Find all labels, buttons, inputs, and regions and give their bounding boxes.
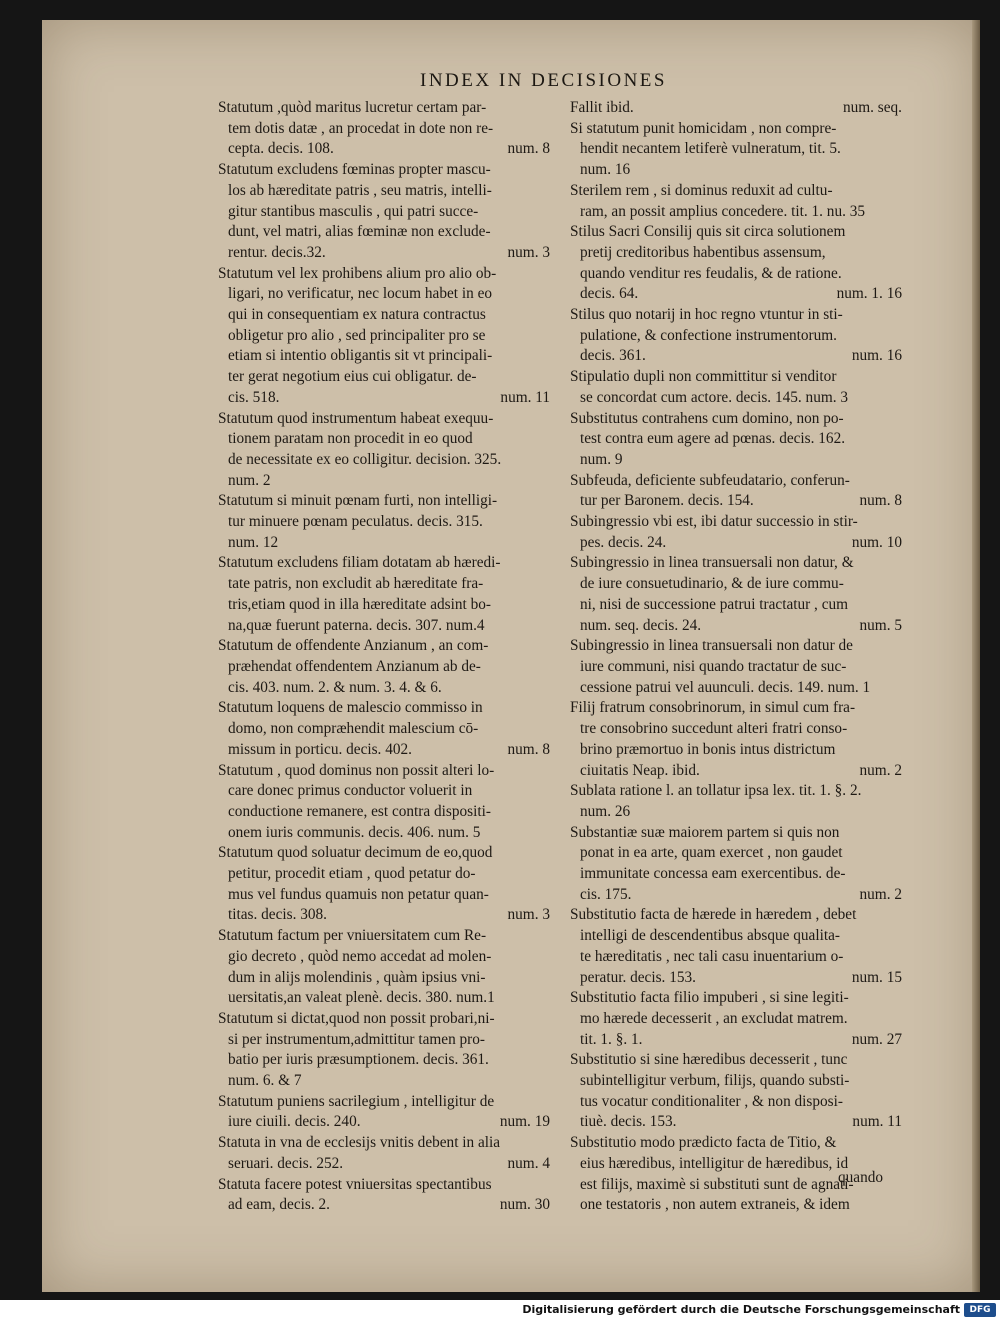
index-entry-line: ni, nisi de successione patrui tractatur , cum <box>580 595 849 613</box>
entry-text: decis. 361. <box>580 347 646 365</box>
entry-reference: num. 11 <box>500 388 550 406</box>
running-head: INDEX IN DECISIONES <box>420 70 667 91</box>
entry-text: cepta. decis. 108. <box>228 140 334 158</box>
index-entry-line: tate patris, non excludit ab hæreditate fra- <box>228 575 484 593</box>
index-entry-line: tur minuere pœnam peculatus. decis. 315. <box>228 513 483 531</box>
entry-text: peratur. decis. 153. <box>580 968 696 986</box>
index-entry-line: Statutum loquens de malescio commisso in <box>218 699 483 717</box>
index-entry-line: Statutum factum per vniuersitatem cum Re- <box>218 927 487 945</box>
index-entry-line: uersitatis,an valeat plenè. decis. 380. num.1 <box>228 989 495 1007</box>
index-column-right <box>570 98 902 1216</box>
index-entry-line: onem iuris communis. decis. 406. num. 5 <box>228 823 481 841</box>
entry-reference: num. 4 <box>507 1154 550 1172</box>
index-entry <box>570 698 902 781</box>
index-entry-line: quando venditur res feudalis, & de ratione. <box>580 264 842 282</box>
entry-reference: num. 8 <box>507 140 550 158</box>
index-entry-line: num. 6. & 7 <box>228 1072 302 1090</box>
index-entry-line: Statutum quod soluatur decimum de eo,quod <box>218 844 493 862</box>
entry-reference: num. 16 <box>851 347 902 365</box>
index-entry-line: Si statutum punit homicidam , non compre- <box>570 119 837 137</box>
index-entry <box>570 781 902 822</box>
footer-strip <box>0 1300 1000 1321</box>
index-entry-line: Substantiæ suæ maiorem partem si quis non <box>570 823 840 841</box>
entry-reference: num. 3 <box>507 906 550 924</box>
index-entry-line: tris,etiam quod in illa hæreditate adsint bo- <box>228 595 491 613</box>
index-entry-line: batio per iuris præsumptionem. decis. 361. <box>228 1051 489 1069</box>
index-entry-line <box>570 885 902 906</box>
index-entry-line: eius hæredibus, intelligitur de hæredibus, id <box>580 1154 849 1172</box>
index-entry-line: pretij creditoribus habentibus assensum, <box>580 243 826 261</box>
index-entry-line: mus vel fundus quamuis non petatur quan- <box>228 885 489 903</box>
index-entry-line: te hæreditatis , nec tali casu inuentarium o- <box>580 947 844 965</box>
index-entry-line: Statutum , quod dominus non possit alteri lo- <box>218 761 495 779</box>
index-entry <box>570 222 902 305</box>
index-entry-line: Statutum excludens filiam dotatam ab hæredi- <box>218 554 501 572</box>
index-entry-line: Statutum puniens sacrilegium , intelligitur de <box>218 1092 495 1110</box>
index-entry-line: Substitutio si sine hæredibus decesserit , tunc <box>570 1051 848 1069</box>
index-entry <box>218 1092 550 1133</box>
entry-text: decis. 64. <box>580 285 639 303</box>
index-entry-line: Subfeuda, deficiente subfeudatario, conferun- <box>570 471 850 489</box>
index-entry <box>218 160 550 264</box>
index-entry-line: dunt, vel matri, alias fœminæ non exclude- <box>228 223 491 241</box>
index-entry <box>218 491 550 553</box>
index-entry-line: præhendat offendentem Anzianum ab de- <box>228 657 481 675</box>
index-entry <box>570 119 902 181</box>
index-entry-line <box>218 1154 550 1175</box>
index-entry-line: Substitutio modo prædicto facta de Titio, & <box>570 1134 837 1152</box>
index-entry <box>570 305 902 367</box>
index-entry-line <box>218 905 550 926</box>
index-entry-line: hendit necantem letiferè vulneratum, tit. 5. <box>580 140 841 158</box>
dfg-logo: DFG <box>964 1303 996 1317</box>
index-entry-line: num. 26 <box>580 802 631 820</box>
index-entry-line: Sublata ratione l. an tollatur ipsa lex. tit. 1. §. 2. <box>570 782 862 800</box>
index-entry-line: Statutum excludens fœminas propter mascu- <box>218 161 491 179</box>
index-entry <box>218 553 550 636</box>
index-entry-line: obligetur pro alio , sed principaliter pro se <box>228 326 486 344</box>
index-entry-line: iure communi, nisi quando tractatur de suc- <box>580 657 847 675</box>
entry-text: missum in porticu. decis. 402. <box>228 740 412 758</box>
index-entry <box>570 471 902 512</box>
index-entry <box>570 181 902 222</box>
index-entry-line: ram, an possit amplius concedere. tit. 1. nu. 35 <box>580 202 866 220</box>
index-entry-line <box>570 346 902 367</box>
index-entry-line <box>570 1030 902 1051</box>
index-entry-line <box>570 284 902 305</box>
index-entry <box>570 409 902 471</box>
index-entry-line <box>570 616 902 637</box>
index-entry-line: tem dotis datæ , an procedat in dote non re- <box>228 119 494 137</box>
index-entry-line: Subingressio in linea transuersali non datur, & <box>570 554 854 572</box>
index-entry-line: intelligi de descendentibus absque qualita- <box>580 927 840 945</box>
index-entry-line: se concordat cum actore. decis. 145. num. 3 <box>580 388 849 406</box>
index-entry-line: Stilus Sacri Consilij quis sit circa solutionem <box>570 223 846 241</box>
index-entry-line: test contra eum agere ad pœnas. decis. 162. <box>580 430 846 448</box>
index-entry-line: etiam si intentio obligantis sit vt principali- <box>228 347 493 365</box>
index-entry-line <box>570 98 902 119</box>
entry-reference: num. 8 <box>507 740 550 758</box>
index-entry-line: cessione patrui vel auunculi. decis. 149. num. 1 <box>580 678 871 696</box>
index-entry <box>218 409 550 492</box>
entry-reference: num. 30 <box>499 1196 550 1214</box>
index-entry <box>570 1050 902 1133</box>
entry-text: iure ciuili. decis. 240. <box>228 1113 361 1131</box>
index-entry-line: Statuta facere potest vniuersitas spectantibus <box>218 1175 492 1193</box>
index-entry-line: domo, non compræhendit malescium cō- <box>228 720 479 738</box>
index-entry-line: gio decreto , quòd nemo accedat ad molen- <box>228 947 492 965</box>
index-entry-line: de iure consuetudinario, & de iure commu- <box>580 575 844 593</box>
index-entry-line: Statutum vel lex prohibens alium pro alio ob- <box>218 264 497 282</box>
digitization-credit: Digitalisierung gefördert durch die Deutsche Forschungsgemeinschaft <box>522 1303 960 1316</box>
index-entry <box>570 512 902 553</box>
index-entry-line: num. 2 <box>228 471 271 489</box>
index-entry-line: ligari, no verificatur, nec locum habet in eo <box>228 285 493 303</box>
index-entry <box>570 823 902 906</box>
index-entry-line: de necessitate ex eo colligitur. decision. 325. <box>228 450 502 468</box>
index-entry-line <box>218 740 550 761</box>
entry-reference: num. 15 <box>851 968 902 986</box>
index-entry-line: qui in consequentiam ex natura contractus <box>228 306 486 324</box>
index-entry-line <box>218 139 550 160</box>
index-entry-line: na,quæ fuerunt paterna. decis. 307. num.4 <box>228 616 485 634</box>
entry-text: titas. decis. 308. <box>228 906 327 924</box>
entry-text: rentur. decis.32. <box>228 243 326 261</box>
index-entry-line <box>218 1195 550 1216</box>
index-entry-line: gitur stantibus masculis , qui patri succe- <box>228 202 479 220</box>
entry-text: tur per Baronem. decis. 154. <box>580 492 754 510</box>
index-entry-line <box>218 1112 550 1133</box>
index-entry-line: cis. 403. num. 2. & num. 3. 4. & 6. <box>228 678 442 696</box>
entry-text: cis. 518. <box>228 388 280 406</box>
entry-reference: num. 27 <box>851 1030 902 1048</box>
entry-text: cis. 175. <box>580 885 632 903</box>
entry-reference: num. 10 <box>851 533 902 551</box>
index-entry-line <box>570 1112 902 1133</box>
index-entry-line <box>570 968 902 989</box>
index-entry-line: immunitate concessa eam exercentibus. de- <box>580 865 846 883</box>
index-entry-line: one testatoris , non autem extraneis, & idem <box>580 1196 850 1214</box>
entry-text: num. seq. decis. 24. <box>580 616 702 634</box>
index-entry <box>218 264 550 409</box>
entry-text: ciuitatis Neap. ibid. <box>580 761 700 779</box>
index-entry-line: Statutum si minuit pœnam furti, non intelligi- <box>218 492 498 510</box>
index-entry <box>570 988 902 1050</box>
index-entry-line: Statutum si dictat,quod non possit probari,ni- <box>218 1009 495 1027</box>
entry-reference: num. 3 <box>507 243 550 261</box>
index-entry <box>218 1133 550 1174</box>
entry-text: tit. 1. §. 1. <box>580 1030 643 1048</box>
index-entry-line: Substitutio facta filio impuberi , si sine legiti- <box>570 989 849 1007</box>
index-entry <box>570 553 902 636</box>
index-entry-line: Substitutio facta de hærede in hæredem , debet <box>570 906 857 924</box>
index-entry <box>218 843 550 926</box>
index-entry <box>218 926 550 1009</box>
entry-reference: num. 11 <box>852 1113 902 1131</box>
index-entry-line: Stilus quo notarij in hoc regno vtuntur in sti- <box>570 306 843 324</box>
index-entry-line: Filij fratrum consobrinorum, in simul cum fra- <box>570 699 856 717</box>
entry-text: tiuè. decis. 153. <box>580 1113 677 1131</box>
index-entry-line: pulatione, & confectione instrumentorum. <box>580 326 838 344</box>
index-entry <box>218 636 550 698</box>
index-entry <box>570 98 902 119</box>
index-entry-line: los ab hæreditate patris , seu matris, intelli- <box>228 181 492 199</box>
index-entry-line: care donec primus conductor voluerit in <box>228 782 473 800</box>
index-entry-line: Subingressio vbi est, ibi datur successio in stir- <box>570 513 858 531</box>
entry-reference: num. 2 <box>859 885 902 903</box>
entry-reference: num. 2 <box>859 761 902 779</box>
index-entry-line: ponat in ea arte, quam exercet , non gaudet <box>580 844 843 862</box>
index-column-left <box>218 98 550 1216</box>
index-entry-line <box>570 491 902 512</box>
index-entry-line: brino præmortuo in bonis intus districtum <box>580 740 836 758</box>
index-entry-line <box>570 533 902 554</box>
index-entry-line: num. 16 <box>580 161 631 179</box>
index-entry-line: petitur, procedit etiam , quod petatur do- <box>228 865 476 883</box>
index-entry-line: num. 12 <box>228 533 279 551</box>
index-entry <box>218 1175 550 1216</box>
index-entry-line <box>218 243 550 264</box>
index-entry-line: dum in alijs molendinis , quàm ipsius vni- <box>228 968 486 986</box>
index-entry-line: si per instrumentum,admittitur tamen pro- <box>228 1030 486 1048</box>
entry-reference: num. 5 <box>859 616 902 634</box>
index-entry-line: Subingressio in linea transuersali non datur de <box>570 637 853 655</box>
entry-text: Fallit ibid. <box>570 99 634 116</box>
index-entry <box>218 98 550 160</box>
index-entry-line <box>570 761 902 782</box>
index-entry-line: subintelligitur verbum, filijs, quando substi- <box>580 1072 850 1090</box>
entry-reference: num. 19 <box>499 1113 550 1131</box>
index-entry-line: Statuta in vna de ecclesijs vnitis debent in alia <box>218 1134 501 1152</box>
index-entry-line: tre consobrino succedunt alteri fratri conso- <box>580 720 848 738</box>
entry-text: seruari. decis. 252. <box>228 1154 344 1172</box>
entry-text: ad eam, decis. 2. <box>228 1196 330 1214</box>
index-entry <box>570 636 902 698</box>
index-entry-line: num. 9 <box>580 450 623 468</box>
index-entry-line: Stipulatio dupli non committitur si venditor <box>570 368 837 386</box>
index-entry <box>218 761 550 844</box>
index-entry <box>570 367 902 408</box>
index-entry-line: Substitutus contrahens cum domino, non po- <box>570 409 844 427</box>
index-entry-line: Statutum de offendente Anzianum , an com- <box>218 637 489 655</box>
index-entry-line: conductione remanere, est contra dispositi- <box>228 802 491 820</box>
index-entry-line: mo hærede decesserit , an excludat matrem. <box>580 1009 848 1027</box>
entry-reference: num. 8 <box>859 492 902 510</box>
page-edge <box>972 20 980 1292</box>
index-entry-line: est filijs, maximè si substituti sunt de agnati- <box>580 1175 854 1193</box>
entry-text: pes. decis. 24. <box>580 533 667 551</box>
index-entry <box>570 905 902 988</box>
catchword: quando <box>838 1169 884 1186</box>
index-entry-line: Statutum quod instrumentum habeat exequu- <box>218 409 494 427</box>
index-entry-line: tus vocatur conditionaliter , & non disposi- <box>580 1092 843 1110</box>
index-entry-line: Statutum ,quòd maritus lucretur certam par- <box>218 99 487 116</box>
entry-reference: num. seq. <box>842 99 902 116</box>
index-entry-line <box>218 388 550 409</box>
index-entry-line: ter gerat negotium eius cui obligatur. de- <box>228 368 477 386</box>
index-entry-line: tionem paratam non procedit in eo quod <box>228 430 473 448</box>
index-entry <box>218 1009 550 1092</box>
index-entry <box>218 698 550 760</box>
entry-reference: num. 1. 16 <box>836 285 902 303</box>
index-entry-line: Sterilem rem , si dominus reduxit ad cultu- <box>570 181 833 199</box>
